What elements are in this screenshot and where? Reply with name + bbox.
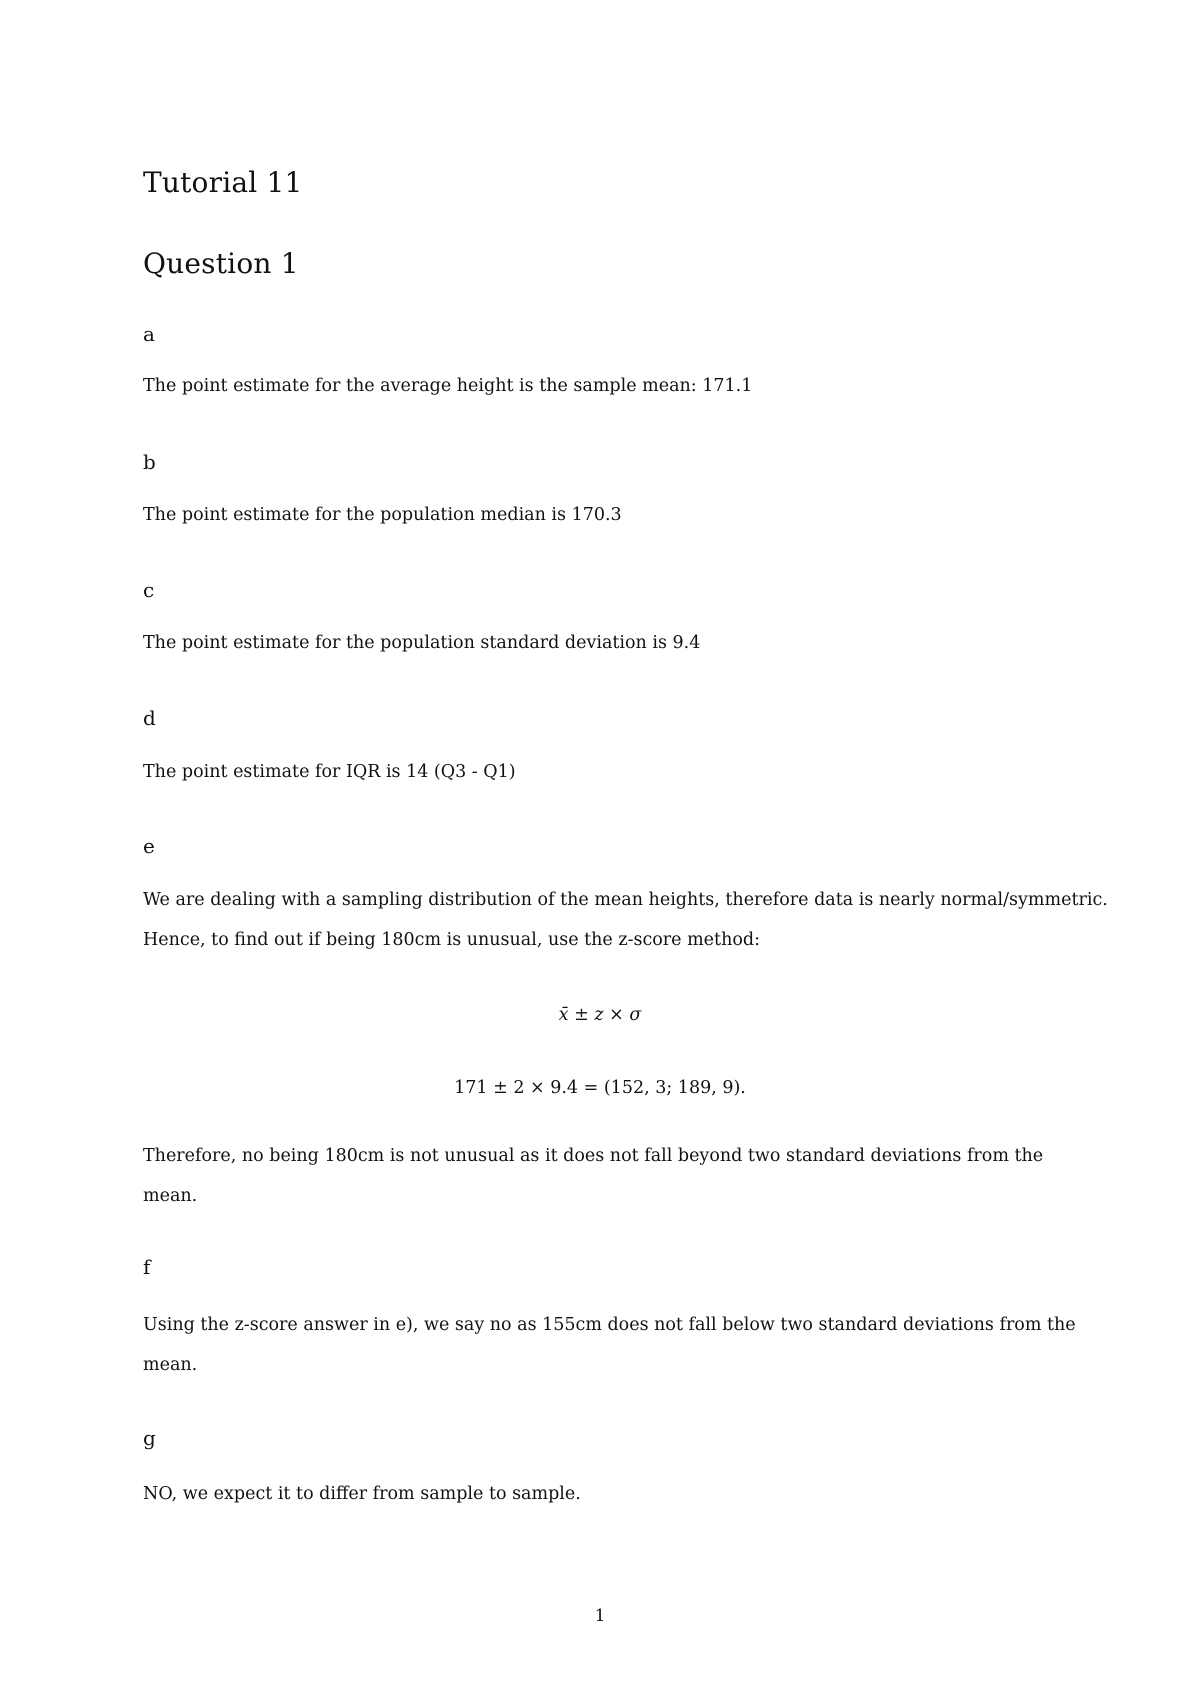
part-c-text: The point estimate for the population standard deviation is 9.4 bbox=[143, 633, 701, 653]
part-g-text: NO, we expect it to differ from sample to sample. bbox=[143, 1484, 581, 1504]
part-e-line-2: Hence, to find out if being 180cm is unusual, use the z-score method: bbox=[143, 930, 760, 950]
part-f-line-2: mean. bbox=[143, 1355, 198, 1375]
part-e-conclusion-line-2: mean. bbox=[143, 1186, 198, 1206]
part-a-label: a bbox=[143, 322, 155, 346]
z-score-calculation: 171 ± 2 × 9.4 = (152, 3; 189, 9). bbox=[454, 1078, 746, 1098]
part-g-label: g bbox=[143, 1426, 156, 1450]
part-f-label: f bbox=[143, 1255, 151, 1279]
part-d-label: d bbox=[143, 706, 156, 730]
part-e-conclusion-line-1: Therefore, no being 180cm is not unusual as it does not fall beyond two standard deviations from the bbox=[143, 1146, 1044, 1166]
part-c-label: c bbox=[143, 578, 155, 602]
part-f-line-1: Using the z-score answer in e), we say no as 155cm does not fall below two standard deviations from the bbox=[143, 1315, 1076, 1335]
z-score-formula bbox=[0, 1005, 1200, 1025]
formula-sigma: σ bbox=[629, 1005, 642, 1025]
page-number: 1 bbox=[594, 1606, 606, 1626]
part-b-label: b bbox=[143, 450, 156, 474]
question-heading: Question 1 bbox=[143, 247, 299, 280]
document-title: Tutorial 11 bbox=[143, 166, 303, 199]
formula-z: z bbox=[594, 1005, 604, 1025]
part-e-line-1: We are dealing with a sampling distribution of the mean heights, therefore data is nearly normal/symmetric. bbox=[143, 890, 1108, 910]
part-e-label: e bbox=[143, 834, 155, 858]
formula-times: × bbox=[603, 1005, 630, 1025]
formula-pm: ± bbox=[568, 1005, 595, 1025]
part-a-text: The point estimate for the average height is the sample mean: 171.1 bbox=[143, 376, 753, 396]
part-b-text: The point estimate for the population median is 170.3 bbox=[143, 505, 622, 525]
part-d-text: The point estimate for IQR is 14 (Q3 - Q1) bbox=[143, 762, 516, 782]
formula-xbar: x̄ bbox=[558, 1005, 569, 1025]
